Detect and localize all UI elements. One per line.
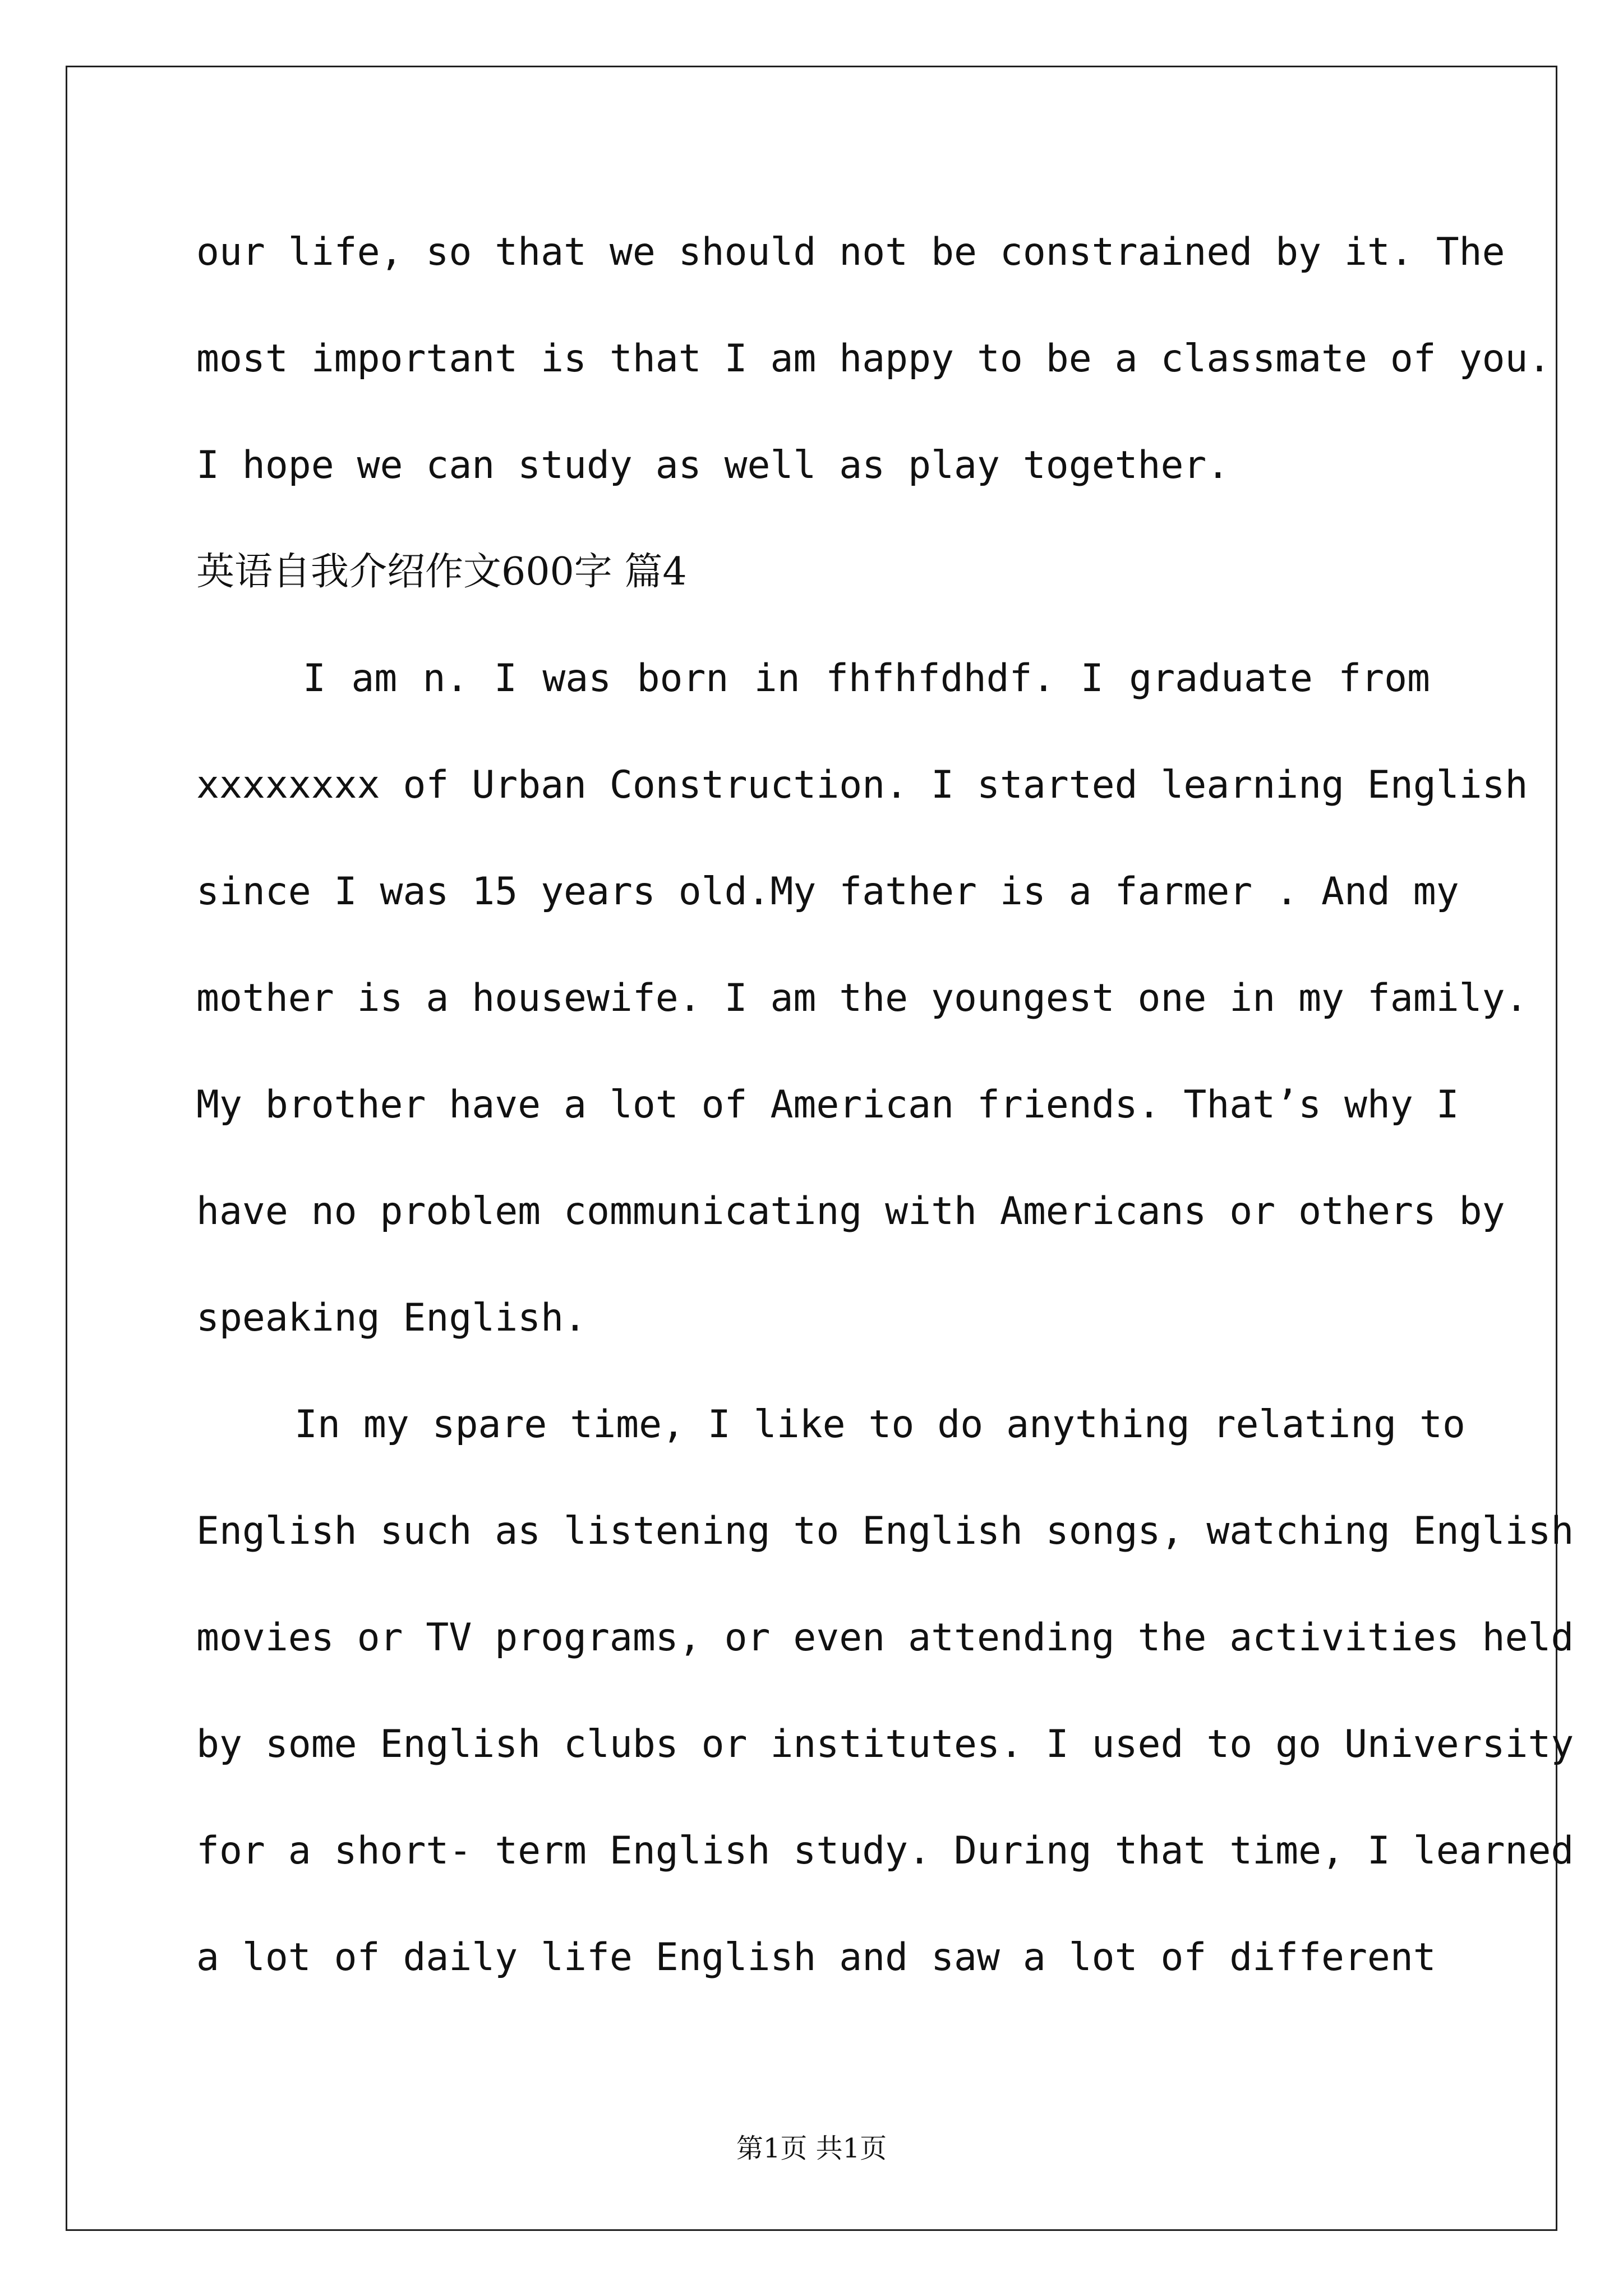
page-footer: 第1页 共1页 xyxy=(736,2133,887,2164)
text-line: In my spare time, I like to do anything relating to xyxy=(294,1402,1465,1447)
section-heading: 英语自我介绍作文600字 篇4 xyxy=(196,550,687,594)
text-line: I hope we can study as well as play together. xyxy=(196,443,1230,487)
text-line: have no problem communicating with Americans or others by xyxy=(196,1189,1505,1234)
text-line: My brother have a lot of American friends. That’s why I xyxy=(196,1083,1459,1127)
text-line: xxxxxxxx of Urban Construction. I started learning English xyxy=(196,763,1528,807)
text-line: a lot of daily life English and saw a lot of different xyxy=(196,1935,1436,1980)
text-line: most important is that I am happy to be a classmate of you. xyxy=(196,337,1551,381)
text-line: by some English clubs or institutes. I used to go University xyxy=(196,1722,1574,1766)
document-body xyxy=(196,222,1574,2033)
text-line: our life, so that we should not be constrained by it. The xyxy=(196,230,1505,274)
text-line: for a short- term English study. During that time, I learned xyxy=(196,1829,1574,1873)
text-line: mother is a housewife. I am the youngest one in my family. xyxy=(196,976,1528,1020)
text-line: movies or TV programs, or even attending the activities held xyxy=(196,1616,1574,1660)
text-line: since I was 15 years old.My father is a farmer . And my xyxy=(196,869,1459,914)
text-line: English such as listening to English songs, watching English xyxy=(196,1509,1574,1553)
text-line: speaking English. xyxy=(196,1296,587,1340)
text-line: I am n. I was born in fhfhfdhdf. I graduate from xyxy=(303,656,1430,701)
